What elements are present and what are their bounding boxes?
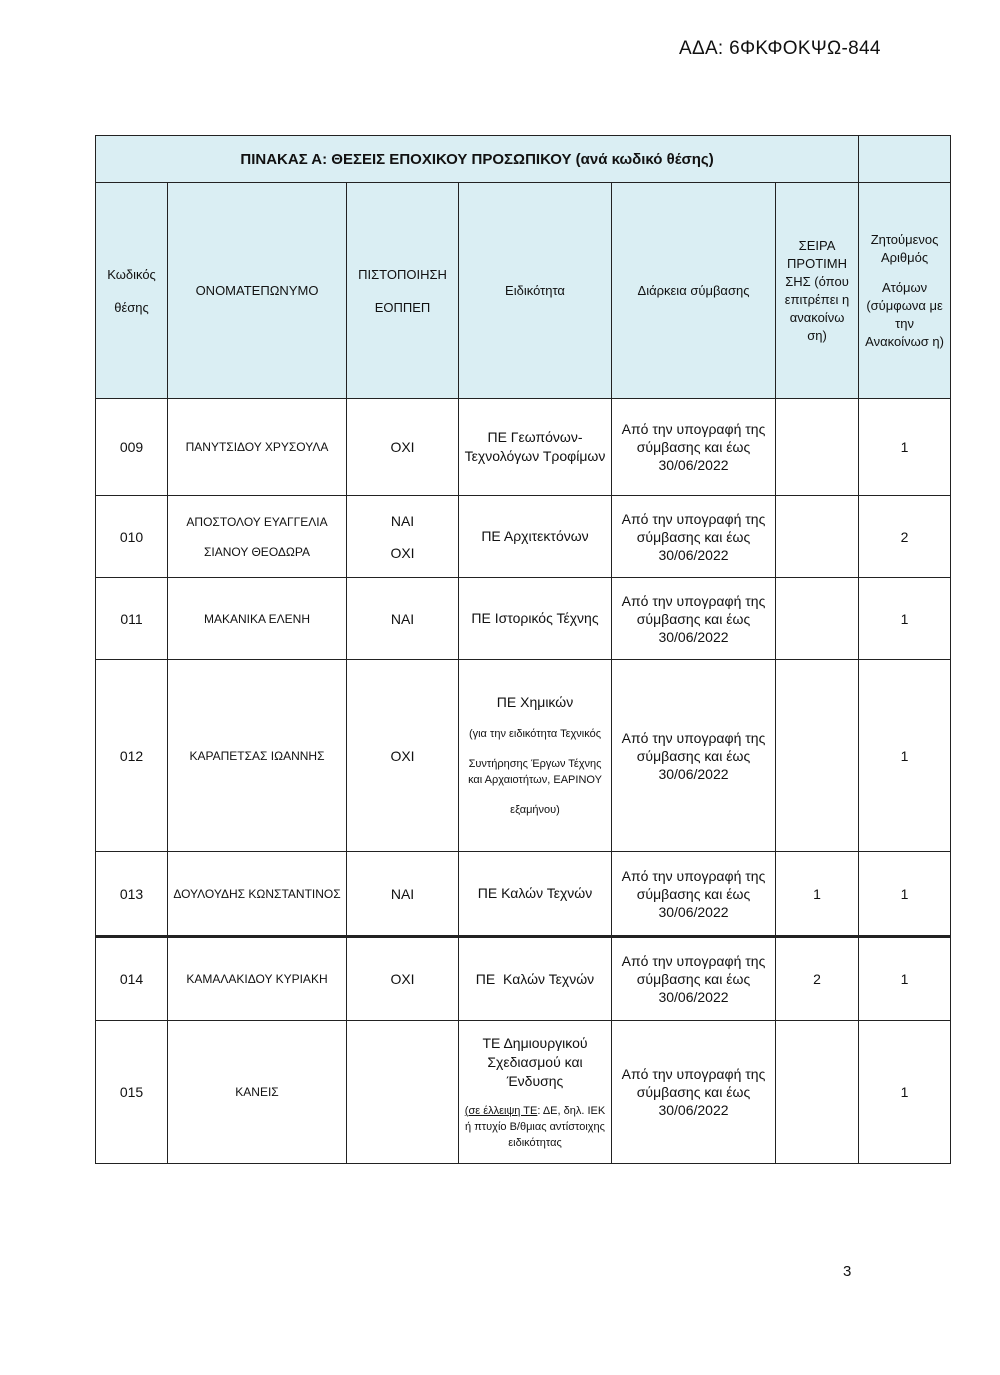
header-requested-line1: Ζητούμενος Αριθμός [870,231,939,265]
row-name [168,496,347,578]
table-row [96,660,951,852]
row-duration: Από την υπογραφή της σύμβασης και έως 30/06/2022 [612,660,776,852]
row-name-1: ΑΠΟΣΤΟΛΟΥ ΕΥΑΓΓΕΛΙΑ [186,514,328,529]
row-requested: 1 [859,852,951,937]
header-requested [859,183,951,399]
row-duration: Από την υπογραφή της σύμβασης και έως 30/06/2022 [612,1021,776,1164]
table-title-blank [859,136,951,183]
row-priority [776,578,859,660]
row-priority: 1 [776,852,859,937]
table-title: ΠΙΝΑΚΑΣ Α: ΘΕΣΕΙΣ ΕΠΟΧΙΚΟΥ ΠΡΟΣΩΠΙΚΟΥ (ανά κωδικό θέσης) [96,136,859,183]
row-duration: Από την υπογραφή της σύμβασης και έως 30/06/2022 [612,399,776,496]
row-priority [776,496,859,578]
row-duration: Από την υπογραφή της σύμβασης και έως 30/06/2022 [612,937,776,1021]
row-priority: 2 [776,937,859,1021]
page-number: 3 [843,1263,852,1280]
table-row [96,937,951,1021]
row-name: ΜΑΚΑΝΙΚΑ ΕΛΕΝΗ [168,578,347,660]
table-title-row [96,136,951,183]
row-cert: ΟΧΙ [347,399,459,496]
row-name: ΚΑΝΕΙΣ [168,1021,347,1164]
header-name: ΟΝΟΜΑΤΕΠΩΝΥΜΟ [168,183,347,399]
row-cert: ΟΧΙ [347,937,459,1021]
header-specialty: Ειδικότητα [459,183,612,399]
row-specialty-note-underlined: (σε έλλειψη ΤΕ [464,1104,538,1117]
table-row [96,1021,951,1164]
row-specialty-main: ΤΕ Δημιουργικού Σχεδιασμού και Ένδυσης [482,1034,588,1089]
row-name: ΚΑΡΑΠΕΤΣΑΣ ΙΩΑΝΝΗΣ [168,660,347,852]
row-name: ΚΑΜΑΛΑΚΙΔΟΥ ΚΥΡΙΑΚΗ [168,937,347,1021]
row-specialty-note-1: (για την ειδικότητα Τεχνικός [468,728,602,740]
row-priority [776,399,859,496]
header-priority: ΣΕΙΡΑ ΠΡΟΤΙΜΗ ΣΗΣ (όπου επιτρέπει η ανακοίνω ση) [776,183,859,399]
row-specialty-main: ΠΕ Χημικών [496,694,574,710]
row-code: 009 [96,399,168,496]
row-code: 010 [96,496,168,578]
row-specialty-note [462,1103,608,1151]
row-priority [776,660,859,852]
row-specialty-note-rest: : ΔΕ, δηλ. ΙΕΚ ή πτυχίο Β/θμιας αντίστοιχης ειδικότητας [465,1104,606,1149]
row-duration: Από την υπογραφή της σύμβασης και έως 30/06/2022 [612,852,776,937]
row-specialty: ΠΕ Καλών Τεχνών [459,852,612,937]
row-specialty [459,660,612,852]
row-requested: 2 [859,496,951,578]
header-code-line1: Κωδικός [107,266,156,282]
row-cert-1: ΝΑΙ [390,512,415,529]
header-duration: Διάρκεια σύμβασης [612,183,776,399]
table-row [96,578,951,660]
ada-code: ΑΔΑ: 6ΦΚΦΟΚΨΩ-844 [679,38,881,59]
row-cert [347,1021,459,1164]
table-row [96,852,951,937]
row-requested: 1 [859,578,951,660]
row-cert: ΟΧΙ [347,660,459,852]
row-requested: 1 [859,660,951,852]
row-cert: ΝΑΙ [347,578,459,660]
row-code: 013 [96,852,168,937]
header-cert-line1: ΠΙΣΤΟΠΟΙΗΣΗ [358,266,447,282]
row-specialty-note-2: Συντήρησης Έργων Τέχνης και Αρχαιοτήτων, ΕΑΡΙΝΟΥ [468,758,602,786]
row-code: 015 [96,1021,168,1164]
row-priority [776,1021,859,1164]
header-code [96,183,168,399]
row-code: 014 [96,937,168,1021]
row-code: 011 [96,578,168,660]
row-code: 012 [96,660,168,852]
row-name-2: ΣΙΑΝΟΥ ΘΕΟΔΩΡΑ [203,544,310,559]
header-cert [347,183,459,399]
row-specialty: ΠΕ Ιστορικός Τέχνης [459,578,612,660]
row-name: ΠΑΝΥΤΣΙΔΟΥ ΧΡΥΣΟΥΛΑ [168,399,347,496]
header-requested-line2: Ατόμων (σύμφωνα με την Ανακοίνωσ η) [865,279,944,349]
row-specialty: ΠΕ Καλών Τεχνών [459,937,612,1021]
row-duration: Από την υπογραφή της σύμβασης και έως 30/06/2022 [612,578,776,660]
row-requested: 1 [859,937,951,1021]
row-name: ΔΟΥΛΟΥΔΗΣ ΚΩΝΣΤΑΝΤΙΝΟΣ [168,852,347,937]
seasonal-staff-table [95,135,951,1164]
row-specialty: ΠΕ Γεωπόνων-Τεχνολόγων Τροφίμων [459,399,612,496]
row-requested: 1 [859,1021,951,1164]
header-code-line2: θέσης [114,299,149,315]
header-cert-line2: ΕΟΠΠΕΠ [374,299,431,315]
table-row [96,496,951,578]
row-specialty-note-3: εξαμήνου) [510,804,560,816]
row-cert [347,496,459,578]
row-duration: Από την υπογραφή της σύμβασης και έως 30/06/2022 [612,496,776,578]
table-header-row [96,183,951,399]
table-row [96,399,951,496]
row-cert-2: ΟΧΙ [390,544,415,561]
row-specialty [459,1021,612,1164]
row-requested: 1 [859,399,951,496]
row-cert: ΝΑΙ [347,852,459,937]
row-specialty: ΠΕ Αρχιτεκτόνων [459,496,612,578]
